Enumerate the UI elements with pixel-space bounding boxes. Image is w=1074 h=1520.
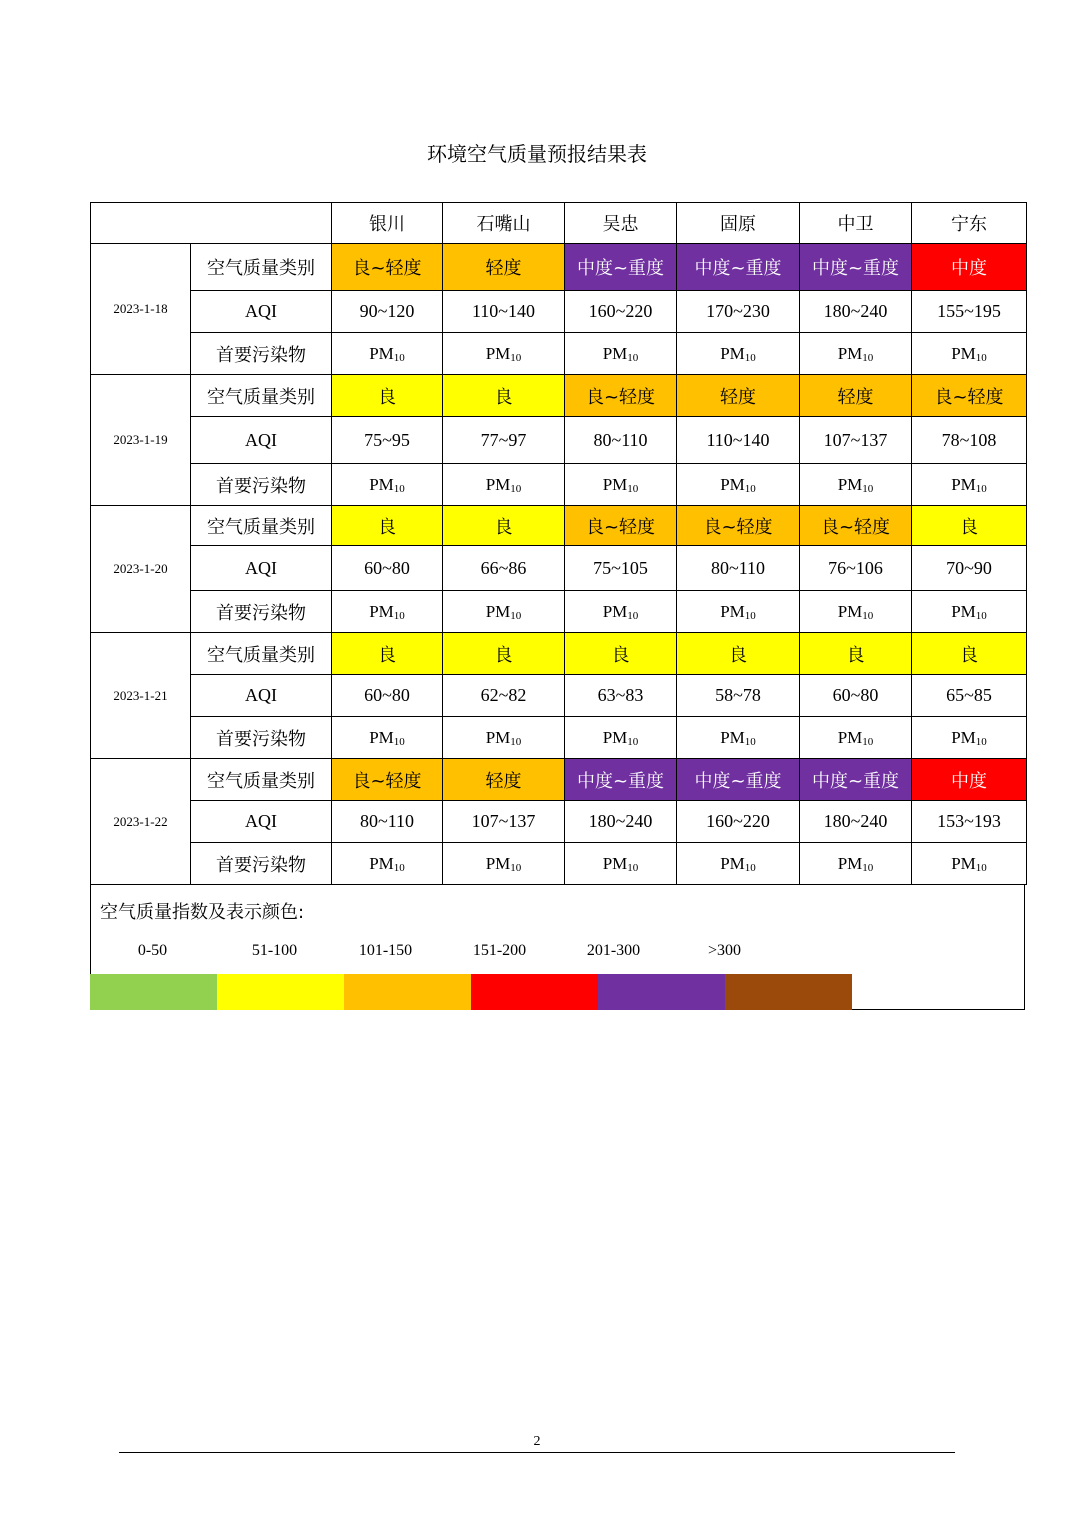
category-cell: 良 (912, 506, 1027, 546)
category-label: 空气质量类别 (191, 506, 332, 546)
pollutant-main: PM (720, 853, 745, 873)
aqi-cell: 155~195 (912, 291, 1027, 333)
aqi-label: AQI (191, 675, 332, 717)
pollutant-cell (565, 717, 677, 759)
date-cell: 2023-1-21 (91, 633, 191, 759)
pollutant-main: PM (951, 601, 976, 621)
aqi-cell: 77~97 (443, 417, 565, 464)
pollutant-row (91, 333, 1027, 375)
pollutant-cell (800, 717, 912, 759)
category-cell: 良~轻度 (565, 375, 677, 417)
legend-range-label: 0-50 (137, 942, 168, 959)
pollutant-subscript: 10 (744, 861, 756, 874)
category-cell: 轻度 (800, 375, 912, 417)
category-cell: 良 (332, 506, 443, 546)
city-header: 银川 (332, 203, 443, 244)
aqi-row (91, 546, 1027, 591)
city-header: 中卫 (800, 203, 912, 244)
category-cell: 良 (443, 633, 565, 675)
pollutant-main: PM (837, 474, 863, 494)
pollutant-cell (912, 591, 1027, 633)
pollutant-subscript: 10 (744, 482, 756, 495)
pollutant-label: 首要污染物 (191, 591, 332, 633)
page-title: 环境空气质量预报结果表 (427, 142, 647, 166)
pollutant-cell (565, 464, 677, 506)
aqi-cell: 180~240 (565, 801, 677, 843)
category-row (91, 633, 1027, 675)
pollutant-cell (912, 333, 1027, 375)
legend-color-swatch (344, 974, 471, 1010)
aqi-cell: 75~95 (332, 417, 443, 464)
pollutant-main: PM (485, 601, 511, 621)
category-cell: 良~轻度 (912, 375, 1027, 417)
footer-divider (119, 1452, 955, 1453)
pollutant-main: PM (485, 343, 511, 363)
pollutant-main: PM (951, 474, 976, 494)
aqi-cell: 65~85 (912, 675, 1027, 717)
aqi-cell: 62~82 (443, 675, 565, 717)
pollutant-subscript: 10 (393, 482, 405, 495)
pollutant-subscript: 10 (744, 735, 756, 748)
category-cell: 中度~重度 (677, 759, 800, 801)
aqi-cell: 63~83 (565, 675, 677, 717)
pollutant-label: 首要污染物 (191, 717, 332, 759)
city-header: 吴忠 (565, 203, 677, 244)
pollutant-subscript: 10 (510, 735, 522, 748)
aqi-cell: 66~86 (443, 546, 565, 591)
pollutant-main: PM (602, 343, 628, 363)
category-cell: 良~轻度 (332, 759, 443, 801)
pollutant-subscript: 10 (975, 482, 987, 495)
pollutant-cell (677, 843, 800, 885)
pollutant-cell (565, 591, 677, 633)
category-cell: 中度~重度 (677, 244, 800, 291)
pollutant-main: PM (485, 474, 511, 494)
pollutant-subscript: 10 (744, 609, 756, 622)
category-cell: 良 (332, 375, 443, 417)
pollutant-subscript: 10 (393, 861, 405, 874)
pollutant-cell (443, 591, 565, 633)
pollutant-main: PM (369, 853, 394, 873)
pollutant-main: PM (951, 343, 976, 363)
legend-range-label: 151-200 (472, 942, 527, 959)
pollutant-main: PM (369, 727, 394, 747)
category-cell: 中度~重度 (800, 759, 912, 801)
aqi-cell: 60~80 (332, 675, 443, 717)
aqi-row (91, 291, 1027, 333)
pollutant-subscript: 10 (975, 861, 987, 874)
category-cell: 良 (677, 633, 800, 675)
date-cell: 2023-1-18 (91, 244, 191, 375)
aqi-cell: 80~110 (677, 546, 800, 591)
pollutant-cell (443, 464, 565, 506)
pollutant-subscript: 10 (627, 609, 639, 622)
pollutant-main: PM (720, 601, 745, 621)
aqi-cell: 90~120 (332, 291, 443, 333)
pollutant-subscript: 10 (862, 351, 874, 364)
pollutant-main: PM (720, 343, 745, 363)
aqi-cell: 80~110 (332, 801, 443, 843)
legend-color-swatch (471, 974, 598, 1010)
pollutant-main: PM (369, 343, 394, 363)
pollutant-cell (677, 717, 800, 759)
pollutant-subscript: 10 (975, 351, 987, 364)
aqi-cell: 70~90 (912, 546, 1027, 591)
pollutant-subscript: 10 (975, 735, 987, 748)
legend-color-swatch (725, 974, 852, 1010)
city-header: 宁东 (912, 203, 1027, 244)
pollutant-row (91, 717, 1027, 759)
pollutant-main: PM (602, 727, 628, 747)
pollutant-cell (800, 591, 912, 633)
pollutant-cell (332, 333, 443, 375)
pollutant-subscript: 10 (975, 609, 987, 622)
category-cell: 良~轻度 (677, 506, 800, 546)
category-cell: 良 (912, 633, 1027, 675)
aqi-row (91, 675, 1027, 717)
category-row (91, 759, 1027, 801)
aqi-cell: 110~140 (677, 417, 800, 464)
aqi-cell: 75~105 (565, 546, 677, 591)
pollutant-main: PM (837, 601, 863, 621)
category-label: 空气质量类别 (191, 244, 332, 291)
pollutant-main: PM (602, 474, 628, 494)
pollutant-cell (677, 464, 800, 506)
aqi-cell: 110~140 (443, 291, 565, 333)
category-cell: 良 (443, 375, 565, 417)
forecast-table (90, 202, 1027, 885)
aqi-row (91, 417, 1027, 464)
pollutant-subscript: 10 (393, 609, 405, 622)
pollutant-subscript: 10 (627, 735, 639, 748)
aqi-cell: 60~80 (332, 546, 443, 591)
aqi-cell: 60~80 (800, 675, 912, 717)
date-cell: 2023-1-22 (91, 759, 191, 885)
pollutant-row (91, 464, 1027, 506)
category-cell: 中度~重度 (565, 759, 677, 801)
aqi-cell: 107~137 (443, 801, 565, 843)
pollutant-cell (800, 843, 912, 885)
aqi-cell: 160~220 (565, 291, 677, 333)
date-cell: 2023-1-19 (91, 375, 191, 506)
category-cell: 良~轻度 (332, 244, 443, 291)
category-cell: 良 (800, 633, 912, 675)
pollutant-cell (800, 464, 912, 506)
aqi-label: AQI (191, 417, 332, 464)
pollutant-label: 首要污染物 (191, 843, 332, 885)
category-cell: 中度~重度 (800, 244, 912, 291)
header-row (91, 203, 1027, 244)
aqi-cell: 78~108 (912, 417, 1027, 464)
city-header: 固原 (677, 203, 800, 244)
city-header: 石嘴山 (443, 203, 565, 244)
pollutant-cell (443, 843, 565, 885)
pollutant-subscript: 10 (393, 351, 405, 364)
pollutant-cell (332, 843, 443, 885)
category-label: 空气质量类别 (191, 759, 332, 801)
pollutant-main: PM (720, 727, 745, 747)
pollutant-main: PM (837, 727, 863, 747)
pollutant-cell (443, 717, 565, 759)
aqi-cell: 153~193 (912, 801, 1027, 843)
pollutant-label: 首要污染物 (191, 464, 332, 506)
pollutant-cell (332, 464, 443, 506)
pollutant-main: PM (369, 601, 394, 621)
pollutant-cell (565, 333, 677, 375)
legend-range-label: 51-100 (251, 942, 298, 959)
category-label: 空气质量类别 (191, 633, 332, 675)
aqi-cell: 170~230 (677, 291, 800, 333)
pollutant-subscript: 10 (862, 735, 874, 748)
aqi-cell: 76~106 (800, 546, 912, 591)
aqi-cell: 58~78 (677, 675, 800, 717)
pollutant-cell (677, 591, 800, 633)
aqi-label: AQI (191, 291, 332, 333)
category-row (91, 506, 1027, 546)
pollutant-cell (565, 843, 677, 885)
pollutant-cell (912, 717, 1027, 759)
aqi-cell: 80~110 (565, 417, 677, 464)
pollutant-subscript: 10 (862, 482, 874, 495)
pollutant-subscript: 10 (862, 609, 874, 622)
aqi-cell: 180~240 (800, 801, 912, 843)
date-cell: 2023-1-20 (91, 506, 191, 633)
category-cell: 轻度 (677, 375, 800, 417)
pollutant-main: PM (951, 727, 976, 747)
category-row (91, 375, 1027, 417)
pollutant-main: PM (485, 727, 511, 747)
pollutant-main: PM (602, 853, 628, 873)
pollutant-cell (332, 591, 443, 633)
pollutant-subscript: 10 (510, 351, 522, 364)
pollutant-main: PM (837, 853, 863, 873)
category-cell: 良~轻度 (800, 506, 912, 546)
pollutant-cell (912, 464, 1027, 506)
pollutant-main: PM (369, 474, 394, 494)
category-cell: 良 (332, 633, 443, 675)
page-number: 2 (533, 1434, 541, 1449)
pollutant-main: PM (951, 853, 976, 873)
legend-color-swatch (90, 974, 217, 1010)
category-cell: 轻度 (443, 759, 565, 801)
category-label: 空气质量类别 (191, 375, 332, 417)
pollutant-row (91, 591, 1027, 633)
pollutant-cell (912, 843, 1027, 885)
pollutant-subscript: 10 (627, 482, 639, 495)
legend-title: 空气质量指数及表示颜色: (100, 902, 305, 923)
pollutant-main: PM (837, 343, 863, 363)
pollutant-subscript: 10 (393, 735, 405, 748)
pollutant-subscript: 10 (510, 609, 522, 622)
category-cell: 中度 (912, 759, 1027, 801)
pollutant-main: PM (485, 853, 511, 873)
pollutant-subscript: 10 (510, 861, 522, 874)
category-cell: 中度~重度 (565, 244, 677, 291)
category-cell: 良 (443, 506, 565, 546)
pollutant-subscript: 10 (744, 351, 756, 364)
category-row (91, 244, 1027, 291)
aqi-row (91, 801, 1027, 843)
pollutant-cell (332, 717, 443, 759)
legend-range-label: 201-300 (586, 942, 641, 959)
category-cell: 良 (565, 633, 677, 675)
pollutant-cell (443, 333, 565, 375)
legend-range-label: 101-150 (358, 942, 413, 959)
pollutant-subscript: 10 (627, 351, 639, 364)
pollutant-subscript: 10 (627, 861, 639, 874)
aqi-label: AQI (191, 801, 332, 843)
legend-range-label: >300 (707, 942, 742, 959)
aqi-cell: 107~137 (800, 417, 912, 464)
pollutant-subscript: 10 (862, 861, 874, 874)
pollutant-main: PM (720, 474, 745, 494)
pollutant-cell (800, 333, 912, 375)
category-cell: 轻度 (443, 244, 565, 291)
header-corner (91, 203, 332, 244)
aqi-cell: 180~240 (800, 291, 912, 333)
category-cell: 中度 (912, 244, 1027, 291)
aqi-label: AQI (191, 546, 332, 591)
pollutant-row (91, 843, 1027, 885)
pollutant-label: 首要污染物 (191, 333, 332, 375)
pollutant-subscript: 10 (510, 482, 522, 495)
pollutant-main: PM (602, 601, 628, 621)
category-cell: 良~轻度 (565, 506, 677, 546)
legend-color-swatch (598, 974, 725, 1010)
aqi-cell: 160~220 (677, 801, 800, 843)
pollutant-cell (677, 333, 800, 375)
legend-color-swatch (217, 974, 344, 1010)
